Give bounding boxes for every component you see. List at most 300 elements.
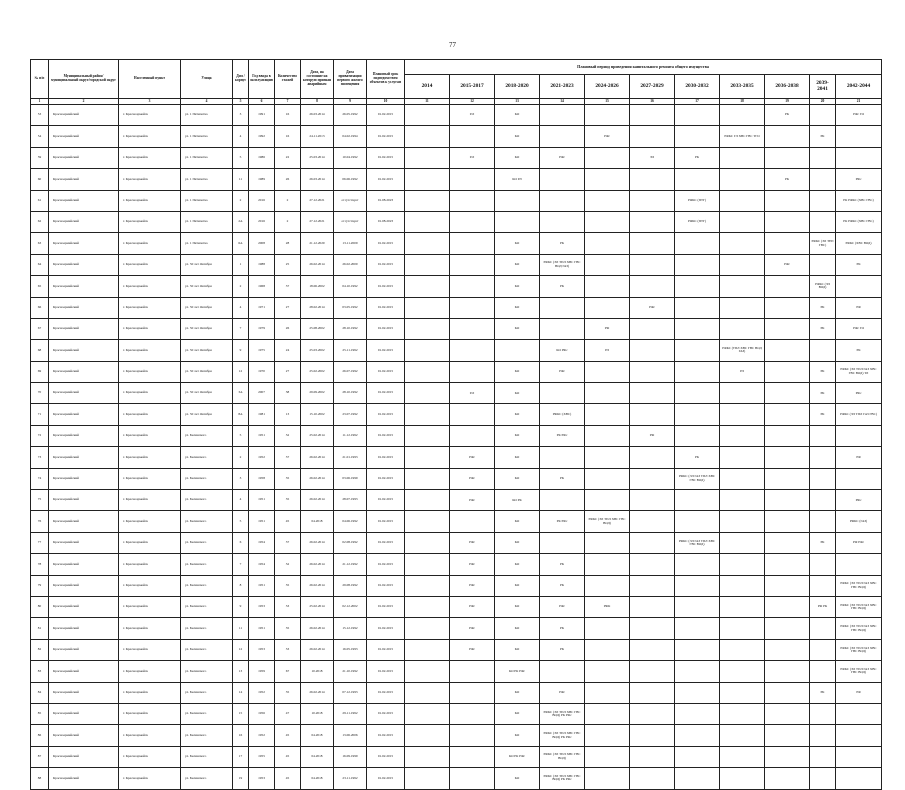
cell-year-built: 2016 [249,190,275,211]
cell-repair-period [630,361,675,382]
cell-date-emergency: 27.12.2021 [301,190,334,211]
cell-street: ул. Белинского [181,575,233,596]
cell-year-built: 2007 [249,383,275,404]
cell-repair-period [405,233,450,254]
table-row [31,532,882,553]
cell-repair-period [675,126,720,147]
cell-repair-period: РЛ [585,340,630,361]
cell-deadline: 01.02.2015 [367,126,405,147]
cell-repair-period: РФК [585,596,630,617]
cell-street: ул. Белинского [181,468,233,489]
cell-year-built: 1955 [249,746,275,767]
cell-deadline: 01.02.2015 [367,105,405,126]
column-number: 10 [367,99,405,105]
cell-repair-period [630,126,675,147]
row-number: 87 [31,746,49,767]
cell-street: ул. 50 лет Октября [181,383,233,404]
cell-floors: 45 [275,725,301,746]
cell-settlement: г. Красноармейск [119,340,181,361]
cell-repair-period [405,447,450,468]
cell-repair-period: КО [495,383,540,404]
row-number: 68 [31,340,49,361]
cell-repair-period [720,105,765,126]
cell-street: ул. 1 Пятилетка [181,169,233,190]
cell-house: 7 [233,318,249,339]
cell-settlement: г. Красноармейск [119,147,181,168]
cell-repair-period [720,254,765,275]
cell-street: ул. 1 Пятилетка [181,126,233,147]
cell-repair-period: ЭЛ [630,147,675,168]
cell-repair-period [450,703,495,724]
cell-settlement: г. Красноармейск [119,618,181,639]
cell-repair-period: РФКС (ЭЛ ГАЗ ТПЛ ХВС ГВС ВОД) [675,468,720,489]
cell-repair-period: КО [495,703,540,724]
cell-settlement: г. Красноармейск [119,746,181,767]
cell-repair-period [720,618,765,639]
row-number: 62 [31,211,49,232]
cell-municipality: Красноармейский [49,554,119,575]
cell-repair-period [765,318,810,339]
cell-repair-period [450,233,495,254]
cell-repair-period [765,404,810,425]
cell-deadline: 01.02.2015 [367,532,405,553]
cell-repair-period [450,340,495,361]
cell-repair-period [585,190,630,211]
cell-repair-period [630,447,675,468]
cell-house: 2 [233,190,249,211]
cell-repair-period [450,661,495,682]
cell-repair-period [765,725,810,746]
cell-street: ул. 50 лет Октября [181,340,233,361]
cell-repair-period [836,725,882,746]
cell-repair-period [765,682,810,703]
cell-municipality: Красноармейский [49,596,119,617]
cell-repair-period [540,318,585,339]
cell-settlement: г. Красноармейск [119,105,181,126]
cell-municipality: Красноармейский [49,169,119,190]
cell-house: 8 [233,575,249,596]
cell-repair-period [405,768,450,789]
cell-settlement: г. Красноармейск [119,661,181,682]
cell-repair-period [765,532,810,553]
cell-floors: 27 [275,297,301,318]
row-number: 60 [31,169,49,190]
cell-repair-period [720,661,765,682]
cell-date-emergency: 26.02.2014 [301,490,334,511]
cell-repair-period: КО [495,276,540,297]
cell-repair-period: КО [495,404,540,425]
cell-repair-period [585,746,630,767]
cell-repair-period [765,233,810,254]
cell-floors: 35 [275,618,301,639]
cell-deadline: 01.02.2015 [367,254,405,275]
row-number: 86 [31,725,49,746]
column-number: 9 [334,99,367,105]
cell-municipality: Красноармейский [49,105,119,126]
cell-house: 3 [233,105,249,126]
header-year: 2042-2044 [836,75,882,99]
cell-street: ул. Белинского [181,661,233,682]
table-row [31,725,882,746]
cell-repair-period [405,682,450,703]
column-number: 13 [495,99,540,105]
table-row [31,618,882,639]
cell-repair-period [450,511,495,532]
cell-repair-period [450,276,495,297]
cell-year-built: 1954 [249,532,275,553]
cell-date-privatization: 28.10.1992 [334,318,367,339]
cell-repair-period [540,383,585,404]
cell-repair-period: КО [495,575,540,596]
cell-repair-period: РФс [450,532,495,553]
cell-repair-period [495,340,540,361]
header-year: 2033-2035 [720,75,765,99]
cell-repair-period [720,682,765,703]
cell-date-privatization: 29.08.1992 [334,575,367,596]
row-number: 81 [31,618,49,639]
cell-date-privatization: 16.09.1999 [334,746,367,767]
header-row-group [31,60,882,75]
header-plan-period: Плановый период проведения капитального ремонта общего имущества [405,60,882,75]
cell-repair-period [765,575,810,596]
cell-date-emergency: 26.02.2014 [301,468,334,489]
cell-repair-period [675,297,720,318]
cell-repair-period [765,126,810,147]
cell-year-built: 1986 [249,147,275,168]
cell-year-built: 1992 [249,126,275,147]
cell-repair-period: КО РЛ [495,169,540,190]
cell-repair-period [675,233,720,254]
cell-repair-period [450,746,495,767]
cell-floors: 45 [275,746,301,767]
cell-date-privatization: 23.11.1992 [334,768,367,789]
cell-repair-period [675,340,720,361]
cell-settlement: г. Красноармейск [119,318,181,339]
cell-deadline: 01.02.2015 [367,554,405,575]
cell-repair-period: РФс [450,468,495,489]
cell-repair-period [675,554,720,575]
cell-repair-period: КО [495,639,540,660]
cell-repair-period [630,682,675,703]
cell-repair-period [810,211,836,232]
cell-repair-period: РФс [630,297,675,318]
cell-repair-period [585,532,630,553]
cell-deadline: 01.02.2015 [367,682,405,703]
cell-year-built: 1975 [249,340,275,361]
cell-street: ул. 1 Пятилетка [181,105,233,126]
cell-repair-period [405,490,450,511]
cell-repair-period [585,618,630,639]
cell-repair-period [450,404,495,425]
cell-floors: 37 [275,447,301,468]
cell-repair-period [630,490,675,511]
cell-floors: 33 [275,639,301,660]
cell-date-emergency: 24.11.2013 [301,126,334,147]
row-number: 54 [31,126,49,147]
cell-repair-period: РК [810,297,836,318]
cell-deadline: 01.02.2015 [367,703,405,724]
cell-repair-period: РФс [450,554,495,575]
cell-repair-period [810,768,836,789]
cell-repair-period: РФс ГО [836,105,882,126]
cell-street: ул. Белинского [181,725,233,746]
cell-repair-period [675,276,720,297]
cell-repair-period: РФКС (ЭЛ ТПЛ ХВС ГВС ВОД ГАЗ) [540,254,585,275]
cell-repair-period: РФКС (ЭЛ ТПЛ ГАЗ ХВС ГВС ВОД) [836,661,882,682]
cell-repair-period: Р.Л [450,147,495,168]
cell-year-built: 1952 [249,725,275,746]
row-number: 63 [31,233,49,254]
cell-municipality: Красноармейский [49,404,119,425]
cell-date-privatization: 04.06.1992 [334,511,367,532]
cell-date-privatization: 21.10.1992 [334,661,367,682]
cell-repair-period [540,532,585,553]
cell-repair-period [720,596,765,617]
cell-repair-period [585,554,630,575]
cell-repair-period [405,532,450,553]
cell-repair-period [630,233,675,254]
cell-floors: 35 [275,468,301,489]
cell-deadline: 01.02.2015 [367,468,405,489]
cell-house: 16 [233,725,249,746]
cell-settlement: г. Красноармейск [119,254,181,275]
cell-repair-period [540,297,585,318]
cell-house: 9 [233,340,249,361]
cell-date-privatization: 28.07.1993 [334,490,367,511]
table-row [31,318,882,339]
row-number: 85 [31,703,49,724]
cell-street: ул. Белинского [181,703,233,724]
table-row [31,147,882,168]
cell-repair-period: РФс [540,147,585,168]
cell-repair-period [405,126,450,147]
cell-repair-period: РФс [450,596,495,617]
cell-year-built: 1952 [249,447,275,468]
cell-repair-period [405,468,450,489]
cell-repair-period [675,511,720,532]
header-year: 2021-2023 [540,75,585,99]
cell-floors: 22 [275,147,301,168]
cell-repair-period [720,169,765,190]
cell-deadline: 01.02.2015 [367,618,405,639]
cell-settlement: г. Красноармейск [119,404,181,425]
cell-deadline: 01.02.2015 [367,447,405,468]
table-row [31,768,882,789]
cell-date-emergency: 26.02.2014 [301,554,334,575]
cell-deadline: 01.02.2015 [367,147,405,168]
table-row [31,425,882,446]
table-row [31,639,882,660]
cell-repair-period [720,276,765,297]
cell-repair-period [405,211,450,232]
cell-repair-period [630,404,675,425]
cell-municipality: Красноармейский [49,703,119,724]
cell-street: ул. Белинского [181,447,233,468]
cell-repair-period [720,233,765,254]
cell-repair-period: РФКС (ЭЛ ТПЛ ХВС ГВС ВОД) РК РФс [540,725,585,746]
cell-street: ул. 50 лет Октября [181,297,233,318]
cell-repair-period [450,425,495,446]
cell-year-built: 1991 [249,105,275,126]
cell-settlement: г. Красноармейск [119,596,181,617]
cell-repair-period [765,639,810,660]
cell-settlement: г. Красноармейск [119,725,181,746]
cell-repair-period: РФс [540,361,585,382]
cell-repair-period: КО [495,233,540,254]
cell-municipality: Красноармейский [49,361,119,382]
cell-floors: 2 [275,190,301,211]
cell-repair-period [720,425,765,446]
cell-house: 2 [233,447,249,468]
cell-deadline: 01.02.2015 [367,404,405,425]
table-row [31,169,882,190]
cell-repair-period [810,147,836,168]
row-number: 78 [31,554,49,575]
cell-repair-period [765,768,810,789]
cell-repair-period: РФКС (ЭЛ ТПЛ ХВС ГВС ВОД) [585,511,630,532]
cell-repair-period [630,575,675,596]
header-year: 2030-2032 [675,75,720,99]
cell-municipality: Красноармейский [49,383,119,404]
cell-settlement: г. Красноармейск [119,682,181,703]
header-year: 2018-2020 [495,75,540,99]
cell-repair-period: РФс [836,383,882,404]
cell-date-emergency: 04.2018 [301,768,334,789]
cell-repair-period [405,404,450,425]
cell-repair-period [540,169,585,190]
repair-schedule-table [30,59,882,790]
cell-floors: 35 [275,682,301,703]
cell-settlement: г. Красноармейск [119,768,181,789]
cell-municipality: Красноармейский [49,532,119,553]
cell-repair-period [630,661,675,682]
row-number: 84 [31,682,49,703]
row-number: 79 [31,575,49,596]
cell-repair-period [720,447,765,468]
cell-repair-period [675,254,720,275]
header-house: Дом / корпус [233,60,249,99]
cell-repair-period [720,490,765,511]
cell-street: ул. Белинского [181,746,233,767]
cell-repair-period [450,682,495,703]
cell-repair-period [675,725,720,746]
cell-repair-period: КО [495,147,540,168]
cell-repair-period [630,746,675,767]
cell-floors: 2 [275,211,301,232]
table-row [31,447,882,468]
cell-date-privatization: 04.10.1992 [334,276,367,297]
header-year: 2036-2038 [765,75,810,99]
cell-settlement: г. Красноармейск [119,511,181,532]
cell-repair-period [675,361,720,382]
cell-deadline: 01.02.2015 [367,276,405,297]
cell-repair-period [405,147,450,168]
cell-repair-period [585,383,630,404]
cell-repair-period [405,361,450,382]
cell-date-privatization: 13.11.2009 [334,233,367,254]
cell-deadline: 01.02.2015 [367,746,405,767]
cell-repair-period [405,297,450,318]
table-row [31,276,882,297]
cell-house: 11 [233,618,249,639]
cell-repair-period [765,147,810,168]
row-number: 80 [31,596,49,617]
cell-repair-period [540,661,585,682]
column-number: 17 [675,99,720,105]
cell-date-privatization: 06.06.1992 [334,169,367,190]
cell-repair-period [630,340,675,361]
cell-repair-period [405,554,450,575]
cell-repair-period [540,190,585,211]
cell-repair-period [585,276,630,297]
cell-repair-period: КО РК [495,490,540,511]
cell-repair-period [630,768,675,789]
cell-floors: 47 [275,703,301,724]
table-row [31,254,882,275]
cell-repair-period [720,468,765,489]
cell-floors: 32 [275,554,301,575]
cell-repair-period: РФ РК [810,596,836,617]
cell-year-built: 1951 [249,511,275,532]
cell-repair-period [675,575,720,596]
cell-house: 12 [233,361,249,382]
header-municipality: Муниципальный район/муниципальный округ/городской округ [49,60,119,99]
cell-deadline: 01.02.2015 [367,596,405,617]
row-number: 67 [31,318,49,339]
cell-repair-period [630,254,675,275]
cell-repair-period [675,383,720,404]
row-number: 59 [31,147,49,168]
cell-date-emergency: 25.03.2002 [301,340,334,361]
cell-repair-period: КО [495,254,540,275]
column-number: 11 [405,99,450,105]
cell-settlement: г. Красноармейск [119,383,181,404]
cell-repair-period [630,639,675,660]
header-settlement: Населенный пункт [119,60,181,99]
row-number: 73 [31,447,49,468]
cell-repair-period: РК [810,682,836,703]
cell-settlement: г. Красноармейск [119,190,181,211]
cell-date-privatization: 21.01.1993 [334,447,367,468]
cell-repair-period: КО РК РФс [495,661,540,682]
cell-date-emergency: 10.2018 [301,661,334,682]
cell-repair-period: РФКС (ЭЛ ТПЛ ХВС ГВС ВОД) [540,746,585,767]
cell-repair-period [765,361,810,382]
cell-repair-period [810,575,836,596]
cell-repair-period: КО [495,297,540,318]
cell-repair-period [765,511,810,532]
cell-street: ул. 50 лет Октября [181,254,233,275]
cell-repair-period: РФс [450,575,495,596]
cell-repair-period [765,703,810,724]
cell-house: 19 [233,768,249,789]
cell-repair-period [630,554,675,575]
cell-repair-period [720,725,765,746]
cell-floors: 27 [275,361,301,382]
cell-repair-period [765,425,810,446]
cell-repair-period: РФ [836,447,882,468]
cell-repair-period [810,490,836,511]
table-body [31,105,882,790]
cell-repair-period [585,468,630,489]
cell-repair-period: РК [540,639,585,660]
cell-municipality: Красноармейский [49,211,119,232]
cell-repair-period [585,575,630,596]
cell-date-privatization: 21.12.1992 [334,554,367,575]
cell-date-emergency: 29.09.2002 [301,383,334,404]
header-year: 2015-2017 [450,75,495,99]
cell-repair-period [540,490,585,511]
